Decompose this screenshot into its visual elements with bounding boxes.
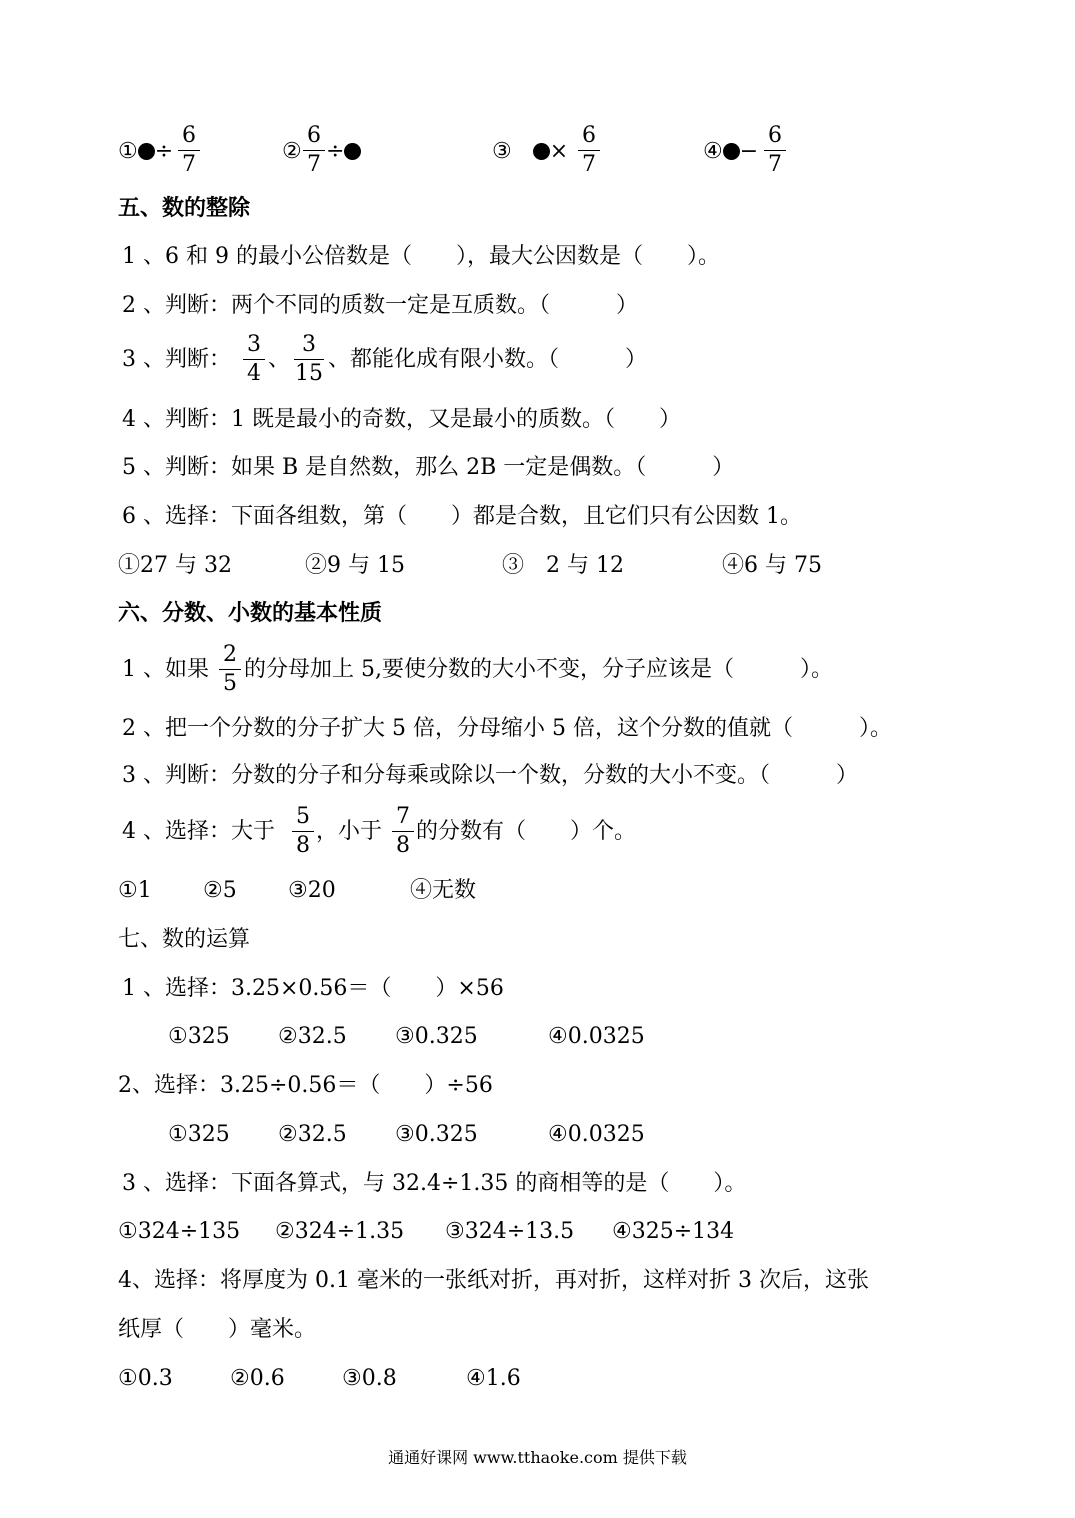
s5-q6-option-2: ②9 与 15 [305,553,405,578]
s7-q3-option-4: ④325÷134 [612,1219,735,1244]
fraction-6-7 [178,124,200,177]
fraction-6-7 [764,124,786,177]
s6-question-1-prefix: 1 、如果 [122,657,209,682]
black-dot-icon [723,143,740,160]
s7-q1-option-2: ②32.5 [278,1024,347,1049]
s7-q1-option-3: ③0.325 [395,1024,478,1049]
s5-q6-option-3: ③ 2 与 12 [502,553,624,578]
s5-q6-option-4: ④6 与 75 [722,553,822,578]
s5-question-5: 5 、判断：如果 B 是自然数，那么 2B 一定是偶数。（ ） [122,455,735,480]
denominator: 5 [223,671,237,696]
s7-q3-option-1: ①324÷135 [118,1219,241,1244]
option-3 [492,139,568,165]
s6-question-4-mid: ，小于 [316,819,383,844]
s7-q1-option-1: ①325 [168,1024,230,1049]
numerator: 5 [296,804,310,829]
s7-q3-option-2: ②324÷1.35 [275,1219,405,1244]
fraction-3-15 [294,333,324,386]
page-footer: 通通好课网 www.tthaoke.com 提供下载 [388,1448,687,1467]
s7-q2-option-3: ③0.325 [395,1122,478,1147]
s7-q3-option-3: ③324÷13.5 [445,1219,575,1244]
numerator: 6 [307,123,321,148]
s7-question-3: 3 、选择：下面各算式，与 32.4÷1.35 的商相等的是（ ）。 [122,1171,747,1196]
denominator: 7 [582,152,596,177]
black-dot-icon [138,143,155,160]
s5-q6-option-1: ①27 与 32 [118,553,232,578]
s7-q4-option-3: ③0.8 [342,1366,397,1391]
s7-question-4-line-2: 纸厚（ ）毫米。 [118,1317,317,1342]
numerator: 2 [223,642,237,667]
s7-q2-option-1: ①325 [168,1122,230,1147]
numerator: 3 [247,332,261,357]
numerator: 6 [182,123,196,148]
fraction-3-4 [243,333,265,386]
operator: ÷ [326,139,345,164]
s6-q4-option-1: ①1 [118,878,152,903]
black-dot-icon [344,143,361,160]
s6-q4-option-2: ②5 [203,878,237,903]
fraction-7-8 [392,805,414,858]
s5-question-4: 4 、判断：1 既是最小的奇数，又是最小的质数。（ ） [122,407,681,432]
s5-question-3-sep: 、 [268,347,291,372]
numerator: 3 [302,332,316,357]
s7-q4-option-4: ④1.6 [466,1366,521,1391]
option-mark: ④ [703,139,723,164]
s5-question-6: 6 、选择：下面各组数，第（ ）都是合数，且它们只有公因数 1。 [122,504,802,529]
operator: × [549,139,569,164]
option-2-mark [282,139,302,165]
section-6-title: 六、分数、小数的基本性质 [118,601,383,626]
s6-question-3: 3 、判断：分数的分子和分每乘或除以一个数，分数的大小不变。（ ） [122,763,858,788]
fraction-5-8 [292,805,314,858]
denominator: 7 [768,152,782,177]
section-5-title: 五、数的整除 [118,196,251,221]
s6-q4-option-3: ③20 [288,878,336,903]
s6-q4-option-4: ④无数 [410,878,477,903]
numerator: 6 [768,123,782,148]
denominator: 15 [295,361,323,386]
operator: ÷ [154,139,174,164]
fraction-2-5 [219,643,241,696]
option-1 [118,139,173,165]
s7-q2-option-4: ④0.0325 [548,1122,645,1147]
s5-question-2: 2 、判断：两个不同的质数一定是互质数。（ ） [122,293,638,318]
operator: − [739,139,759,164]
fraction-6-7 [578,124,600,177]
s7-question-4-line-1: 4、选择：将厚度为 0.1 毫米的一张纸对折，再对折，这样对折 3 次后，这张 [118,1268,869,1293]
option-mark: ① [118,139,138,164]
s7-q2-option-2: ②32.5 [278,1122,347,1147]
denominator: 7 [182,152,196,177]
s5-question-3-rest: 、都能化成有限小数。（ ） [328,347,648,372]
denominator: 8 [296,833,310,858]
s5-question-3-prefix: 3 、判断： [122,347,231,372]
s7-question-1: 1 、选择：3.25×0.56＝（ ）×56 [122,976,504,1001]
s6-question-2: 2 、把一个分数的分子扩大 5 倍，分母缩小 5 倍，这个分数的值就（ ）。 [122,716,892,741]
option-mark: ② [282,139,302,164]
denominator: 8 [396,833,410,858]
section-7-title: 七、数的运算 [118,927,251,952]
denominator: 4 [247,361,261,386]
option-2-rest [326,139,361,165]
s5-question-1: 1 、6 和 9 的最小公倍数是（ ），最大公因数是（ ）。 [122,244,720,269]
fraction-6-7 [303,124,325,177]
black-dot-icon [533,143,550,160]
numerator: 6 [582,123,596,148]
denominator: 7 [307,152,321,177]
s7-question-2: 2、选择：3.25÷0.56＝（ ）÷56 [118,1073,493,1098]
s7-q1-option-4: ④0.0325 [548,1024,645,1049]
s7-q4-option-2: ②0.6 [230,1366,285,1391]
s6-question-4-prefix: 4 、选择：大于 [122,819,275,844]
s7-q4-option-1: ①0.3 [118,1366,173,1391]
option-4 [703,139,758,165]
option-mark: ③ [492,139,512,164]
numerator: 7 [396,804,410,829]
s6-question-4-rest: 的分数有（ ）个。 [416,819,637,844]
s6-question-1-rest: 的分母加上 5,要使分数的大小不变，分子应该是（ ）。 [244,657,833,682]
